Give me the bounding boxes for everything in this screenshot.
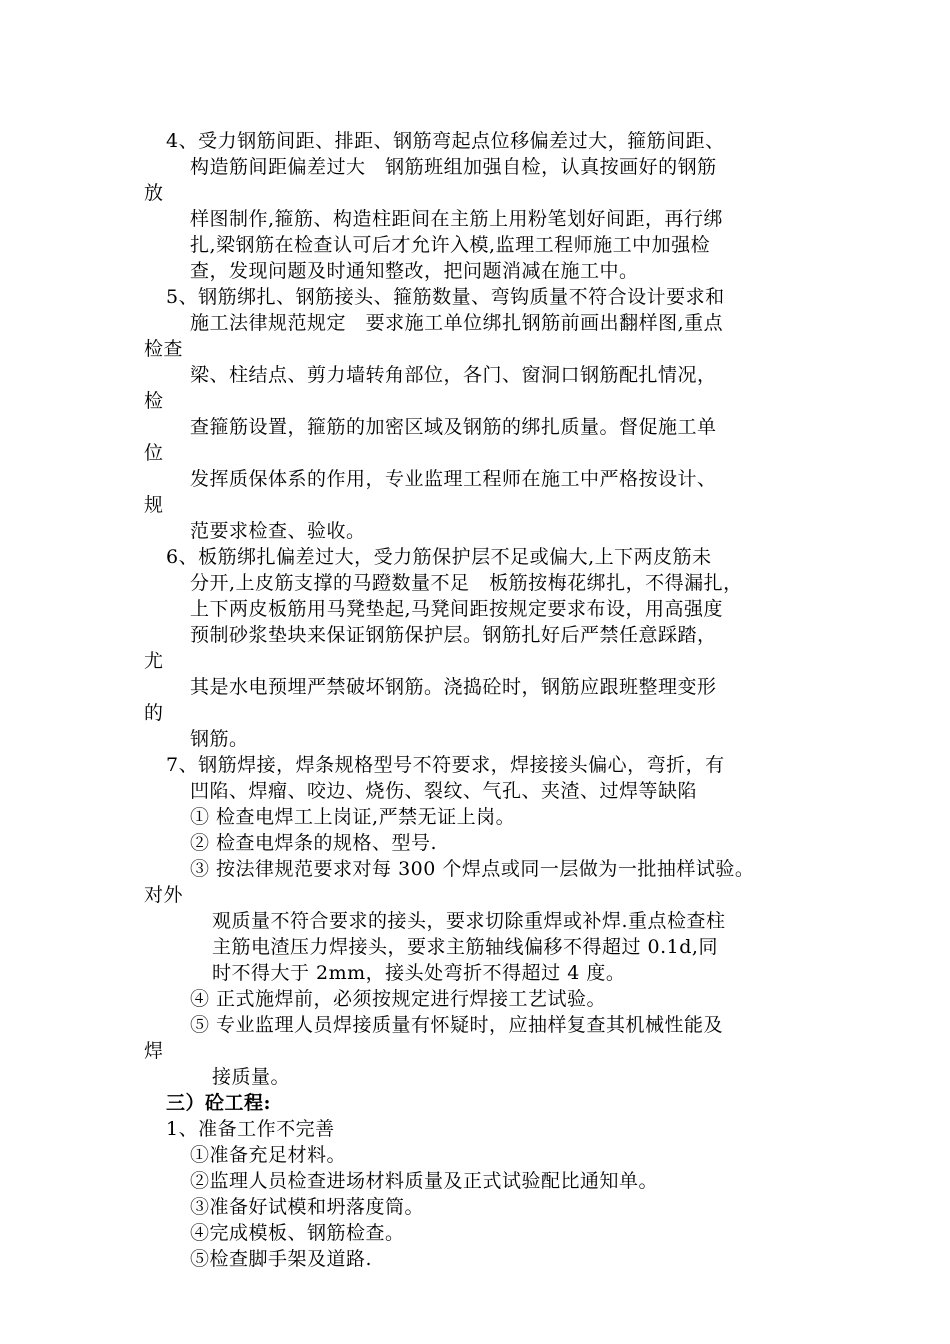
text-line: ② 检查电焊条的规格、型号. — [190, 832, 438, 854]
text-line: 范要求检查、验收。 — [190, 520, 366, 542]
text-line: 凹陷、焊瘤、咬边、烧伤、裂纹、气孔、夹渣、过焊等缺陷 — [190, 780, 698, 802]
text-line: 接质量。 — [212, 1066, 291, 1088]
text-line: ③ 按法律规范要求对每 300 个焊点或同一层做为一批抽样试验。 — [190, 858, 755, 880]
text-line: 查，发现问题及时通知整改，把问题消减在施工中。 — [190, 260, 639, 282]
text-line: 5、钢筋绑扎、钢筋接头、箍筋数量、弯钩质量不符合设计要求和 — [166, 286, 725, 308]
list-item: ③准备好试模和坍落度筒。 — [190, 1196, 425, 1218]
text-line: 4、受力钢筋间距、排距、钢筋弯起点位移偏差过大，箍筋间距、 — [166, 130, 725, 152]
text-line: ④ 正式施焊前，必须按规定进行焊接工艺试验。 — [190, 988, 607, 1010]
text-line: 尤 — [144, 650, 164, 672]
text-line: 样图制作,箍筋、构造柱距间在主筋上用粉笔划好间距，再行绑 — [190, 208, 724, 230]
section-heading: 三）砼工程: — [166, 1092, 272, 1114]
text-line: 施工法律规范规定 要求施工单位绑扎钢筋前画出翻样图,重点 — [190, 312, 724, 334]
text-line: 其是水电预埋严禁破坏钢筋。浇捣砼时，钢筋应跟班整理变形 — [190, 676, 717, 698]
text-line: 6、板筋绑扎偏差过大，受力筋保护层不足或偏大,上下两皮筋未 — [166, 546, 712, 568]
text-line: 位 — [144, 442, 164, 464]
text-line: 检查 — [144, 338, 184, 360]
text-line: 主筋电渣压力焊接头，要求主筋轴线偏移不得超过 0.1d,同 — [212, 936, 718, 958]
text-line: 发挥质保体系的作用，专业监理工程师在施工中严格按设计、 — [190, 468, 717, 490]
list-item: ②监理人员检查进场材料质量及正式试验配比通知单。 — [190, 1170, 659, 1192]
list-item: ①准备充足材料。 — [190, 1144, 347, 1166]
text-line: ① 检查电焊工上岗证,严禁无证上岗。 — [190, 806, 516, 828]
text-line: 时不得大于 2mm，接头处弯折不得超过 4 度。 — [212, 962, 626, 984]
text-line: 分开,上皮筋支撑的马蹬数量不足 板筋按梅花绑扎，不得漏扎， — [190, 572, 743, 594]
text-line: 构造筋间距偏差过大 钢筋班组加强自检，认真按画好的钢筋 — [190, 156, 717, 178]
text-line: 1、准备工作不完善 — [166, 1118, 335, 1140]
text-line: 查箍筋设置，箍筋的加密区域及钢筋的绑扎质量。督促施工单 — [190, 416, 717, 438]
text-line: 规 — [144, 494, 164, 516]
text-line: 观质量不符合要求的接头，要求切除重焊或补焊.重点检查柱 — [212, 910, 726, 932]
text-line: 梁、柱结点、剪力墙转角部位，各门、窗洞口钢筋配扎情况， — [190, 364, 717, 386]
text-line: 放 — [144, 182, 164, 204]
list-item: ④完成模板、钢筋检查。 — [190, 1222, 405, 1244]
text-line: 焊 — [144, 1040, 164, 1062]
text-line: 对外 — [144, 884, 184, 906]
text-line: 钢筋。 — [190, 728, 249, 750]
text-line: ⑤ 专业监理人员焊接质量有怀疑时，应抽样复查其机械性能及 — [190, 1014, 724, 1036]
list-item: ⑤检查脚手架及道路. — [190, 1248, 373, 1270]
text-line: 上下两皮板筋用马凳垫起,马凳间距按规定要求布设，用高强度 — [190, 598, 724, 620]
text-line: 的 — [144, 702, 164, 724]
text-line: 扎,梁钢筋在检查认可后才允许入模,监理工程师施工中加强检 — [190, 234, 711, 256]
text-line: 7、钢筋焊接，焊条规格型号不符要求，焊接接头偏心，弯折，有 — [166, 754, 725, 776]
text-line: 检 — [144, 390, 164, 412]
text-line: 预制砂浆垫块来保证钢筋保护层。钢筋扎好后严禁任意踩踏， — [190, 624, 717, 646]
